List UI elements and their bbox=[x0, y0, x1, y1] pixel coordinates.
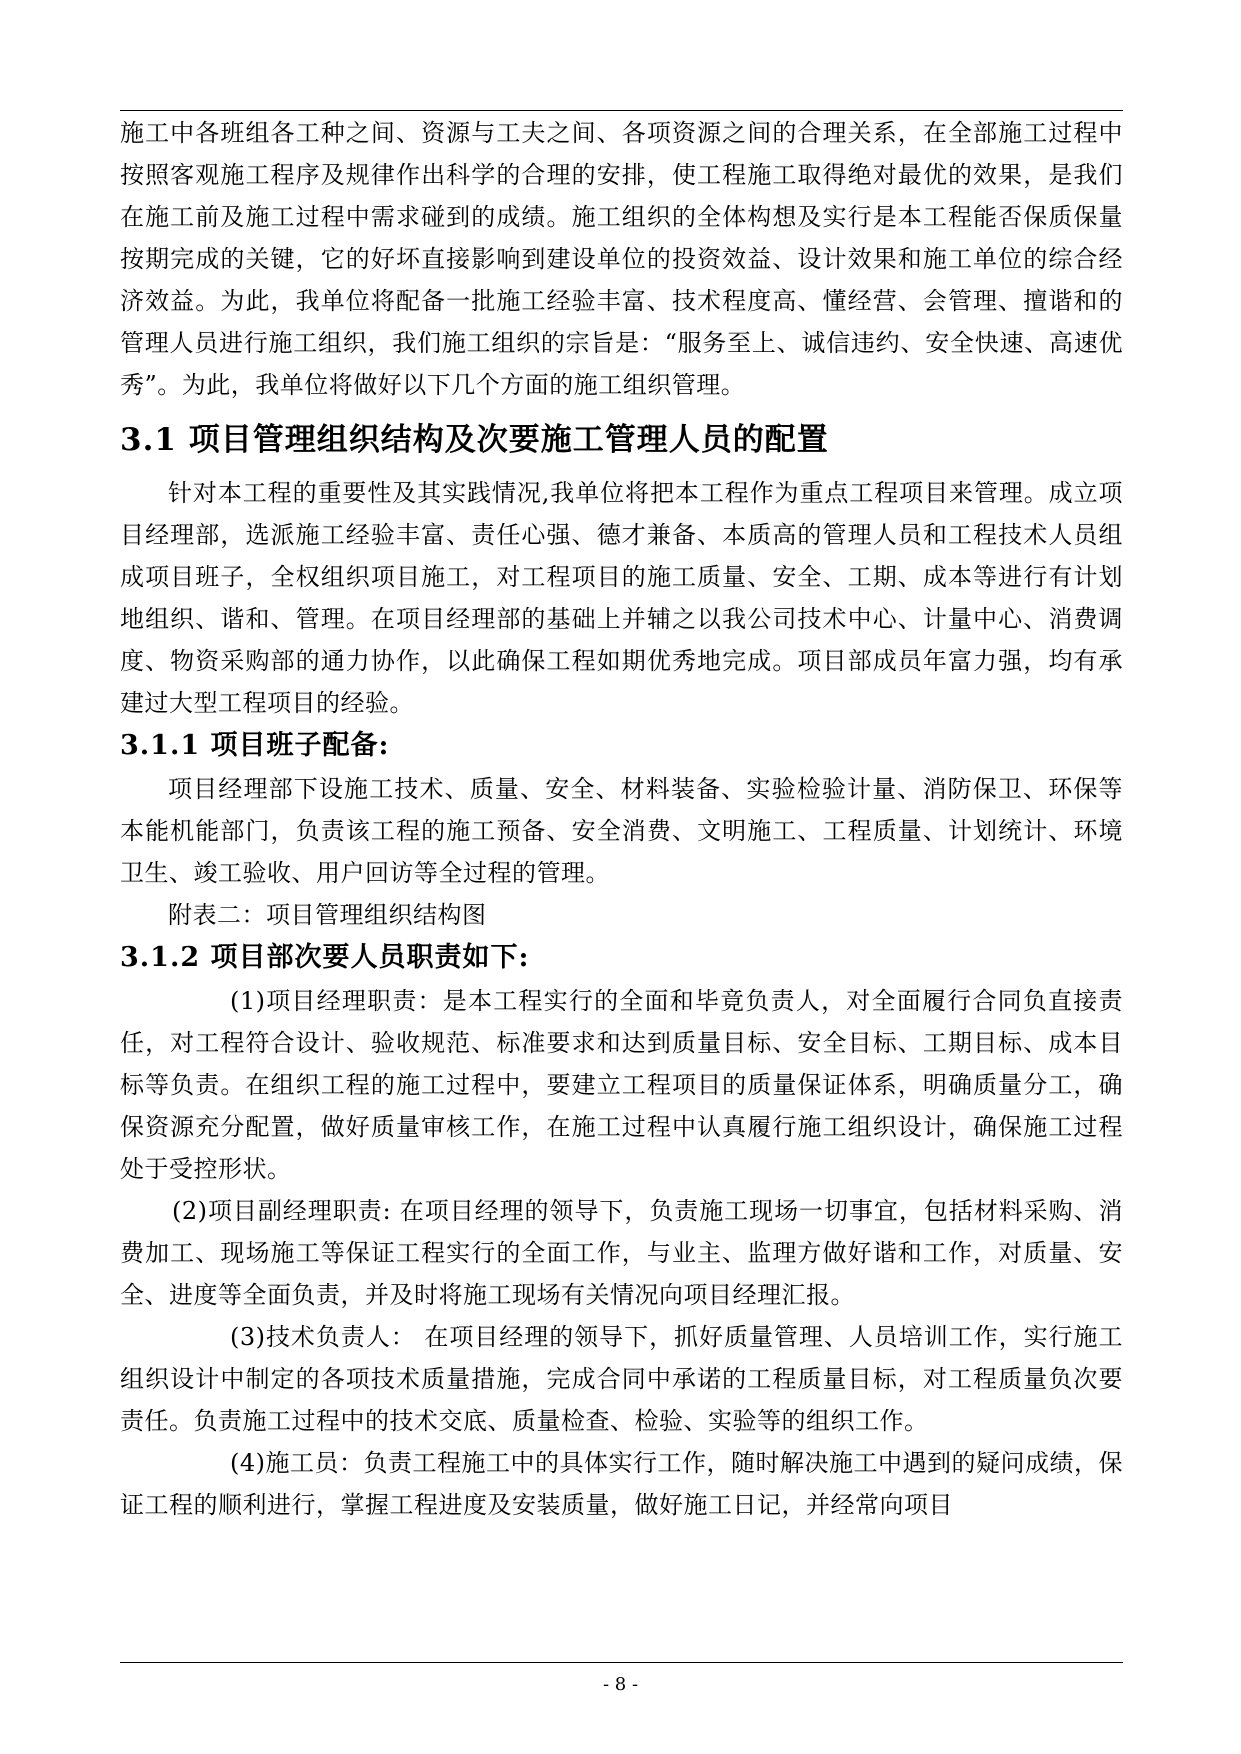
section-3-1-2-heading: 3.1.2 项目部次要人员职责如下: bbox=[120, 942, 530, 973]
duty-item-4: (4)施工员：负责工程施工中的具体实行工作，随时解决施工中遇到的疑问成绩，保证工程的顺利进行，掌握工程进度及安装质量，做好施工日记，并经常向项目 bbox=[120, 1449, 1123, 1519]
page-number: - 8 - bbox=[602, 1674, 639, 1695]
header-rule bbox=[120, 110, 1123, 111]
page-content bbox=[120, 112, 1123, 1526]
section-3-1-1-paragraph: 项目经理部下设施工技术、质量、安全、材料装备、实验检验计量、消防保卫、环保等本能机能部门，负责该工程的施工预备、安全消费、文明施工、工程质量、计划统计、环境卫生、竣工验收、用户回访等全过程的管理。 bbox=[120, 775, 1123, 887]
duty-item-1: (1)项目经理职责：是本工程实行的全面和毕竟负责人，对全面履行合同负直接责任，对工程符合设计、验收规范、标准要求和达到质量目标、安全目标、工期目标、成本目标等负责。在组织工程的施工过程中，要建立工程项目的质量保证体系，明确质量分工，确保资源充分配置，做好质量审核工作，在施工过程中认真履行施工组织设计，确保施工过程处于受控形状。 bbox=[120, 987, 1123, 1183]
duty-item-3: (3)技术负责人： 在项目经理的领导下，抓好质量管理、人员培训工作，实行施工组织设计中制定的各项技术质量措施，完成合同中承诺的工程质量目标，对工程质量负次要责任。负责施工过程中的技术交底、质量检查、检验、实验等的组织工作。 bbox=[120, 1323, 1123, 1435]
duty-item-2: (2)项目副经理职责: 在项目经理的领导下，负责施工现场一切事宜，包括材料采购、消费加工、现场施工等保证工程实行的全面工作，与业主、监理方做好谐和工作，对质量、安全、进度等全面负责，并及时将施工现场有关情况向项目经理汇报。 bbox=[120, 1197, 1123, 1309]
attachment-note: 附表二：项目管理组织结构图 bbox=[168, 901, 487, 929]
section-3-1-heading: 3.1 项目管理组织结构及次要施工管理人员的配置 bbox=[120, 422, 829, 458]
intro-paragraph: 施工中各班组各工种之间、资源与工夫之间、各项资源之间的合理关系，在全部施工过程中按照客观施工程序及规律作出科学的合理的安排，使工程施工取得绝对最优的效果，是我们在施工前及施工过程中需求碰到的成绩。施工组织的全体构想及实行是本工程能否保质保量按期完成的关键，它的好坏直接影响到建设单位的投资效益、设计效果和施工单位的综合经济效益。为此，我单位将配备一批施工经验丰富、技术程度高、懂经营、会管理、擅谐和的管理人员进行施工组织，我们施工组织的宗旨是：“服务至上、诚信违约、安全快速、高速优秀”。为此，我单位将做好以下几个方面的施工组织管理。 bbox=[120, 119, 1123, 399]
section-3-1-paragraph: 针对本工程的重要性及其实践情况,我单位将把本工程作为重点工程项目来管理。成立项目经理部，选派施工经验丰富、责任心强、德才兼备、本质高的管理人员和工程技术人员组成项目班子，全权组织项目施工，对工程项目的施工质量、安全、工期、成本等进行有计划地组织、谐和、管理。在项目经理部的基础上并辅之以我公司技术中心、计量中心、消费调度、物资采购部的通力协作，以此确保工程如期优秀地完成。项目部成员年富力强，均有承建过大型工程项目的经验。 bbox=[120, 479, 1123, 717]
section-3-1-1-heading: 3.1.1 项目班子配备: bbox=[120, 730, 390, 761]
footer-rule bbox=[120, 1662, 1123, 1663]
